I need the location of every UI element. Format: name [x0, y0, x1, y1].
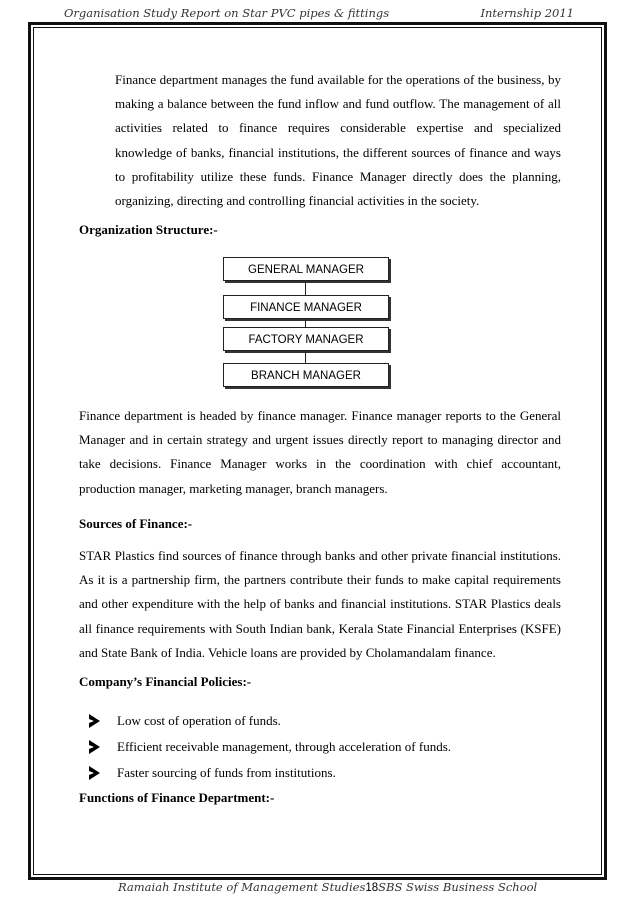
org-box-factory-manager: FACTORY MANAGER — [223, 327, 389, 351]
org-box-general-manager: GENERAL MANAGER — [223, 257, 389, 281]
intro-paragraph: Finance department manages the fund available for the operations of the business, by making a balance between the fund inflow and fund outflow. The management of all activities related to finance requires considerable expertise and specialized knowledge of banks, financial institutions, the different sources of finance and ways to profitability utilize these funds. Finance Manager directly does the planning, organizing, directing and controlling financial activities in the society. — [115, 72, 561, 209]
sources-paragraph: STAR Plastics find sources of finance through banks and other private financial institutions. As it is a partnership firm, the partners contribute their funds to make capital requirements and other expenditure with the help of banks and financial institutions. STAR Plastics deals all finance requirements with South Indian bank, Kerala State Financial Enterprises (KSFE) and State Bank of India. Vehicle loans are provided by Cholamandalam finance. — [79, 548, 561, 660]
policies-list — [89, 708, 559, 786]
arrow-bullet-icon — [89, 714, 100, 728]
org-connector — [305, 351, 306, 363]
org-paragraph: Finance department is headed by finance manager. Finance manager reports to the General Manager and in certain strategy and urgent issues directly report to managing director and take decisions. Finance Manager works in the coordination with chief accountant, production manager, marketing manager, branch managers. — [79, 408, 561, 496]
header-title: Organisation Study Report on Star PVC pipes & fittings — [64, 6, 390, 20]
footer-school: SBS Swiss Business School — [378, 880, 538, 894]
policies-heading: Company’s Financial Policies:- — [79, 674, 252, 689]
functions-heading: Functions of Finance Department:- — [79, 790, 275, 805]
list-item: Faster sourcing of funds from institutions. — [89, 760, 559, 786]
footer-institute: Ramaiah Institute of Management Studies — [118, 880, 366, 894]
org-box-finance-manager: FINANCE MANAGER — [223, 295, 389, 319]
org-connector — [305, 319, 306, 327]
org-chart — [223, 257, 393, 390]
list-item: Efficient receivable management, through acceleration of funds. — [89, 734, 559, 760]
list-item: Low cost of operation of funds. — [89, 708, 559, 734]
page-header — [64, 4, 574, 24]
org-structure-heading: Organization Structure:- — [79, 222, 218, 237]
arrow-bullet-icon — [89, 766, 100, 780]
org-box-branch-manager: BRANCH MANAGER — [223, 363, 389, 387]
sources-heading: Sources of Finance:- — [79, 516, 193, 531]
arrow-bullet-icon — [89, 740, 100, 754]
page-number: 18 — [365, 882, 379, 894]
org-connector — [305, 281, 306, 295]
page-footer — [118, 880, 538, 900]
header-internship: Internship 2011 — [480, 6, 574, 20]
